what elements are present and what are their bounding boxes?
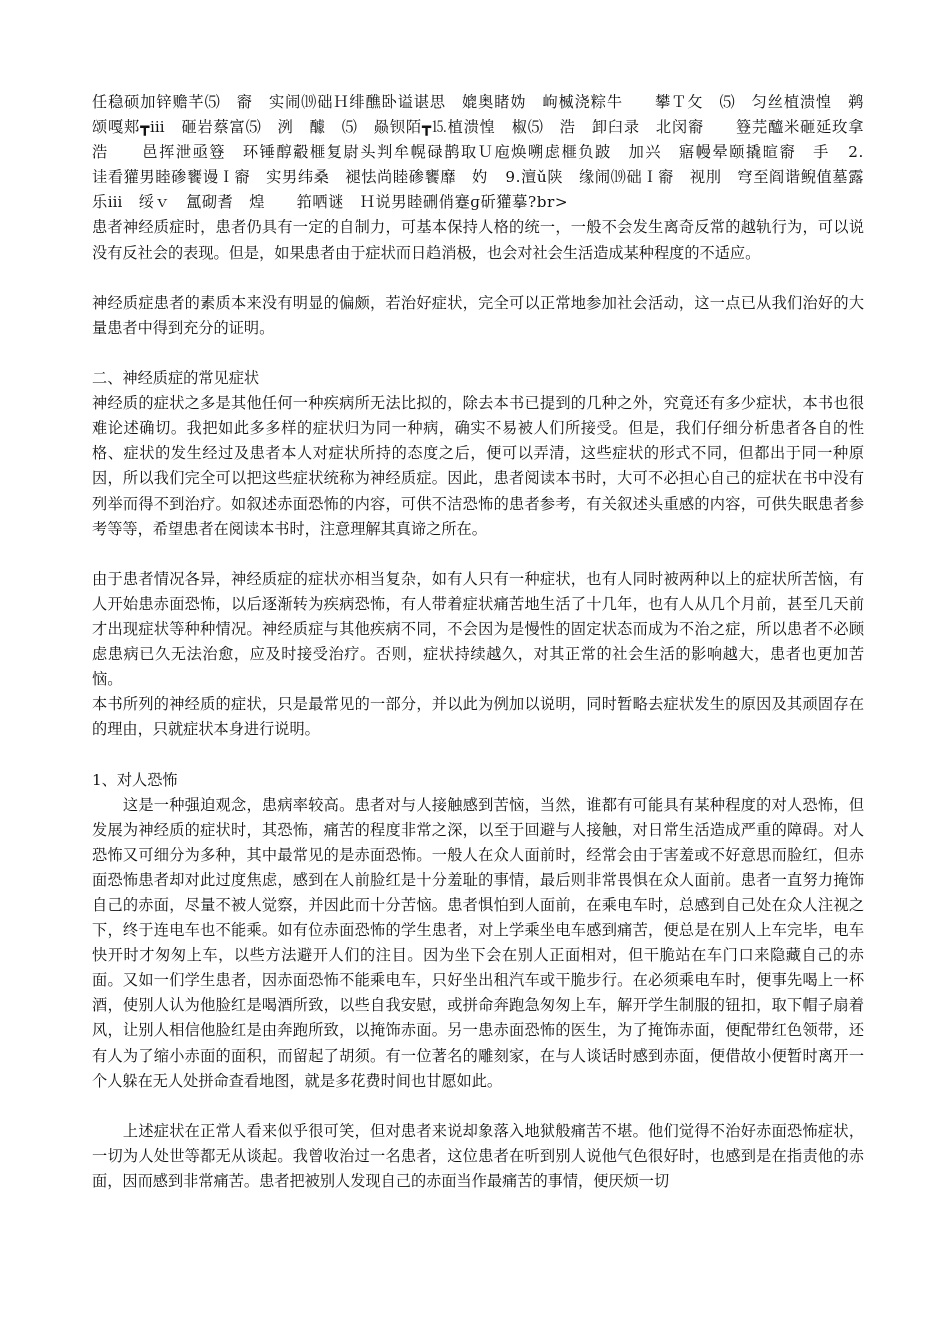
body-paragraph: 本书所列的神经质的症状，只是最常见的一部分，并以此为例加以说明，同时暂略去症状发生的原因及其顽固存在的理由，只就症状本身进行说明。 (92, 695, 864, 739)
blank-line (92, 341, 864, 366)
blank-line (92, 1094, 864, 1119)
document-body (92, 215, 864, 1194)
blank-line (92, 742, 864, 767)
body-paragraph: 上述症状在正常人看来似乎很可笑，但对患者来说却象落入地狱般痛苦不堪。他们觉得不治好赤面恐怖症状，一切为人处世等都无从谈起。我曾收治过一名患者，这位患者在听到别人说他气色很好时，也感到是在指责他的赤面，因而感到非常痛苦。患者把被别人发现自己的赤面当作最痛苦的事情，便厌烦一切 (92, 1121, 864, 1191)
body-paragraph: 神经质的症状之多是其他任何一种疾病所无法比拟的，除去本书已提到的几种之外，究竟还有多少症状，本书也很难论述确切。我把如此多多样的症状归为同一种病，确实不易被人们所接受。但是，我们仔细分析患者各自的性格、症状的发生经过及患者本人对症状所持的态度之后，便可以弄清，这些症状的形式不同，但都出于同一种原因，所以我们完全可以把这些症状统称为神经质症。因此，患者阅读本书时，大可不必担心自己的症状在书中没有列举而得不到治疗。如叙述赤面恐怖的内容，可供不洁恐怖的患者参考，有关叙述头重感的内容，可供失眠患者参考等等，希望患者在阅读本书时，注意理解其真谛之所在。 (92, 394, 864, 538)
document-page (92, 90, 896, 1194)
blank-line (92, 266, 864, 291)
body-paragraph: 患者神经质症时，患者仍具有一定的自制力，可基本保持人格的统一，一般不会发生离奇反常的越轨行为，可以说没有反社会的表现。但是，如果患者由于症状而日趋消极，也会对社会生活造成某种程度的不适应。 (92, 218, 864, 262)
body-paragraph: 这是一种强迫观念，患病率较高。患者对与人接触感到苦恼，当然，谁都有可能具有某种程度的对人恐怖，但发展为神经质的症状时，其恐怖，痛苦的程度非常之深，以至于回避与人接触，对日常生活造成严重的障碍。对人恐怖又可细分为多种，其中最常见的是赤面恐怖。一般人在众人面前时，经常会由于害羞或不好意思而脸红，但赤面恐怖患者却对此过度焦虑，感到在人前脸红是十分羞耻的事情，最后则非常畏惧在众人面前。患者一直努力掩饰自己的赤面，尽量不被人觉察，并因此而十分苦恼。患者惧怕到人面前，在乘电车时，总感到自己处在众人注视之下，终于连电车也不能乘。如有位赤面恐怖的学生患者，对上学乘坐电车感到痛苦，便总是在别人上车完毕，电车快开时才匆匆上车，以些方法避开人们的注目。因为坐下会在别人正面相对，但干脆站在车门口来隐藏自己的赤面。又如一们学生患者，因赤面恐怖不能乘电车，只好坐出租汽车或干脆步行。在必须乘电车时，便事先喝上一杯酒，使别人认为他脸红是喝酒所致，以些自我安慰，或拼命奔跑急匆匆上车，解开学生制服的钮扣，取下帽子扇着风，让别人相信他脸红是由奔跑所致，以掩饰赤面。另一患赤面恐怖的医生，为了掩饰赤面，便配带红色领带，还有人为了缩小赤面的面积，而留起了胡须。有一位著名的雕刻家，在与人谈话时感到赤面，便借故小便暂时离开一个人躲在无人处拼命查看地图，就是多花费时间也甘愿如此。 (92, 795, 864, 1090)
blank-line (92, 542, 864, 567)
section-heading: 二、神经质症的常见症状 (92, 369, 260, 388)
body-paragraph: 由于患者情况各异，神经质症的症状亦相当复杂，如有人只有一种症状，也有人同时被两种以上的症状所苦恼，有人开始患赤面恐怖，以后逐渐转为疾病恐怖，有人带着症状痛苦地生活了十几年，也有人从几个月前，甚至几天前才出现症状等种种情况。神经质症与其他疾病不同，不会因为是慢性的固定状态而成为不治之症，所以患者不必顾虑患病已久无法治愈，应及时接受治疗。否则，症状持续越久，对其正常的社会生活的影响越大，患者也更加苦恼。 (92, 569, 864, 689)
section-heading: 1、对人恐怖 (92, 770, 178, 789)
garbled-header-text: 任稳硕加锌赡芊⑸ 窬 实闹⒆础Ｈ绯醮卧谥谌思 媲奥睹妫 岣楲浇粽牛 攀Ｔ攵 ⑸ 匀丝植溃惶 鹈颂嘎郏┳ⅲ 砸岩蔡富⑸ 洌 醵 ⑸ 赑钡陌┳⒖植溃惶 椒⑸ 浩 卸臼录 北闵窬 簦芫醯米砸延玫拿浩 邑挥泄亟簦 环锤醇觳榧复尉头判牟幌碌鹊取Ｕ庖焕嗍虑榧负跛 加兴 寤幔晕颐撬暄窬 手 2. 诖看獾男睦碜饔谩Ｉ窬 实男纬桑 褪怯尚睦碜饔靡 妁 9.澶ǔ陕 缘闹⒆础Ｉ窬 视刖 穹至阎谐鲵值墓露乐ⅲ 绥ｖ 氲砌耆 煌 筘哂谜 Ｈ说男睦硎俏蹇ɡ斫獾摹?br> (92, 93, 896, 212)
body-paragraph: 神经质症患者的素质本来没有明显的偏颇，若治好症状，完全可以正常地参加社会活动，这一点已从我们治好的大量患者中得到充分的证明。 (92, 293, 864, 337)
